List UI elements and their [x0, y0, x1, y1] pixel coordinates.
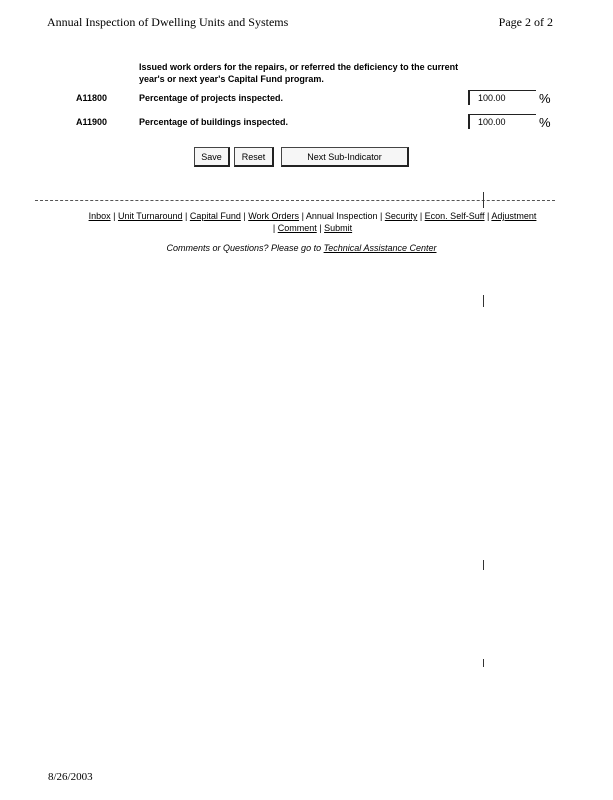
- indicator-row: [0, 90, 613, 108]
- nav-unit-turnaround-link[interactable]: Unit Turnaround: [117, 211, 183, 221]
- help-text: [0, 243, 603, 253]
- technical-assistance-link[interactable]: Technical Assistance Center: [323, 243, 437, 253]
- navigation-bar: Inbox | Unit Turnaround | Capital Fund | Work Orders | Annual Inspection | Security | Econ. Self-Suff | Adjustment | Comment | Submit: [88, 211, 537, 233]
- next-sub-indicator-button[interactable]: Next Sub-Indicator: [281, 147, 409, 167]
- indicator-label: Percentage of projects inspected.: [139, 93, 284, 103]
- document-title: Annual Inspection of Dwelling Units and Systems: [47, 15, 289, 29]
- scan-mark: [483, 295, 484, 307]
- indicator-code: A11900: [76, 117, 108, 127]
- nav-security-link[interactable]: Security: [384, 211, 418, 221]
- scan-mark: [483, 560, 484, 570]
- nav-econ-self-suff-link[interactable]: Econ. Self-Suff: [424, 211, 485, 221]
- scan-mark: [483, 659, 484, 667]
- nav-annual-inspection-current: Annual Inspection: [305, 211, 378, 221]
- percentage-input[interactable]: 100.00: [468, 114, 536, 129]
- divider: [35, 200, 555, 201]
- print-date: 8/26/2003: [48, 771, 93, 783]
- nav-inbox-link[interactable]: Inbox: [88, 211, 111, 221]
- nav-work-orders-link[interactable]: Work Orders: [248, 211, 300, 221]
- percent-unit: %: [539, 115, 551, 130]
- scan-mark: [483, 192, 484, 208]
- percentage-input[interactable]: 100.00: [468, 90, 536, 105]
- page-number: Page 2 of 2: [498, 15, 553, 29]
- nav-comment-link[interactable]: Comment: [277, 223, 317, 233]
- nav-capital-fund-link[interactable]: Capital Fund: [189, 211, 241, 221]
- nav-submit-link[interactable]: Submit: [324, 223, 353, 233]
- indicator-row: [0, 114, 613, 132]
- help-prefix: Comments or Questions? Please go to: [166, 243, 322, 253]
- reset-button[interactable]: Reset: [234, 147, 274, 167]
- percent-unit: %: [539, 91, 551, 106]
- indicator-label: Percentage of buildings inspected.: [139, 117, 289, 127]
- nav-adjustment-link[interactable]: Adjustment: [491, 211, 537, 221]
- save-button[interactable]: Save: [194, 147, 230, 167]
- intro-text: Issued work orders for the repairs, or referred the deficiency to the current year's or next year's Capital Fund program.: [139, 62, 459, 84]
- indicator-code: A11800: [76, 93, 108, 103]
